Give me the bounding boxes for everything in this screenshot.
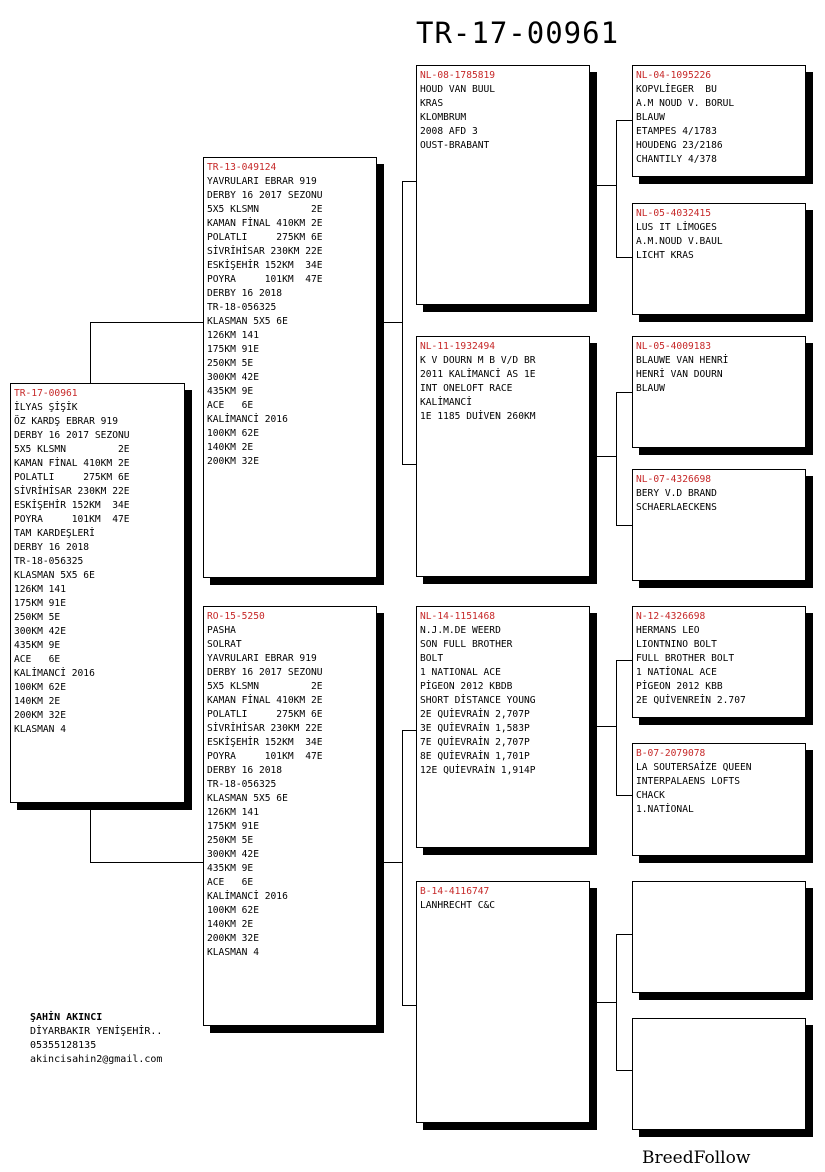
card-line: FULL BROTHER BOLT	[636, 653, 735, 664]
connector	[90, 810, 91, 863]
owner-name: ŞAHİN AKINCI	[30, 1012, 103, 1023]
sire-card[interactable]	[203, 157, 377, 578]
card-line: ACE 6E	[207, 400, 254, 411]
connector	[616, 392, 617, 525]
card-line: 5X5 KLSMN 2E	[207, 681, 323, 692]
ring-number: NL-11-1932494	[420, 341, 496, 352]
ring-number: NL-04-1095226	[636, 70, 712, 81]
card-line: KLASMAN 4	[207, 947, 259, 958]
card-line: 8E QUİEVRAİN 1,701P	[420, 751, 530, 762]
card-line: 126KM 141	[14, 584, 66, 595]
card-line: KALİMANCİ 2016	[207, 891, 288, 902]
connector	[616, 1070, 632, 1071]
card-line: SHORT DİSTANCE YOUNG	[420, 695, 536, 706]
card-line: POLATLI 275KM 6E	[14, 472, 130, 483]
card-line: BERY V.D BRAND	[636, 488, 717, 499]
card-line: İLYAS ŞİŞİK	[14, 402, 78, 413]
sire-sire-card[interactable]	[416, 65, 590, 305]
great-grandparent-card[interactable]	[632, 336, 806, 448]
card-line: ETAMPES 4/1783	[636, 126, 717, 137]
card-line: SİVRİHİSAR 230KM 22E	[207, 246, 323, 257]
card-line: DERBY 16 2017 SEZONU	[14, 430, 130, 441]
card-line: 2008 AFD 3	[420, 126, 478, 137]
connector	[402, 181, 416, 182]
connector	[402, 730, 416, 731]
great-grandparent-card[interactable]	[632, 743, 806, 856]
connector	[402, 181, 403, 464]
card-line: TR-18-056325	[14, 556, 84, 567]
owner-address: DİYARBAKIR YENİŞEHİR..	[30, 1026, 163, 1037]
ring-number: TR-13-049124	[207, 162, 277, 173]
card-line: 1.NATİONAL	[636, 804, 694, 815]
ring-number: NL-08-1785819	[420, 70, 496, 81]
card-line: ESKİŞEHİR 152KM 34E	[207, 737, 323, 748]
card-line: KRAS	[420, 98, 444, 109]
card-line: 300KM 42E	[207, 372, 259, 383]
card-line: SCHAERLAECKENS	[636, 502, 717, 513]
card-line: DERBY 16 2018	[207, 765, 283, 776]
card-line: 250KM 5E	[207, 835, 254, 846]
card-line: 7E QUİEVRAİN 2,707P	[420, 737, 530, 748]
card-line: LUS IT LİMOGES	[636, 222, 717, 233]
dam-dam-card[interactable]	[416, 881, 590, 1123]
card-line: KLASMAN 5X5 6E	[207, 316, 288, 327]
ring-number: TR-17-00961	[14, 388, 78, 399]
card-line: KALİMANCİ 2016	[14, 668, 95, 679]
connector	[590, 456, 616, 457]
card-line: KLASMAN 5X5 6E	[14, 570, 95, 581]
card-line: TAM KARDEŞLERİ	[14, 528, 95, 539]
card-line: INTERPALAENS LOFTS	[636, 776, 740, 787]
connector	[616, 934, 632, 935]
card-line: 300KM 42E	[14, 626, 66, 637]
card-line: LA SOUTERSAİZE QUEEN	[636, 762, 752, 773]
card-line: 200KM 32E	[207, 456, 259, 467]
card-line: BLAUW	[636, 112, 665, 123]
card-line: POLATLI 275KM 6E	[207, 709, 323, 720]
connector	[90, 322, 91, 383]
card-line: N.J.M.DE WEERD	[420, 625, 501, 636]
card-line: KALİMANCİ	[420, 397, 472, 408]
great-grandparent-card[interactable]	[632, 469, 806, 581]
card-line: PİGEON 2012 KBB	[636, 681, 723, 692]
card-line: DERBY 16 2018	[207, 288, 283, 299]
card-line: 435KM 9E	[14, 640, 61, 651]
card-line: 175KM 91E	[207, 344, 259, 355]
card-line: 175KM 91E	[207, 821, 259, 832]
brand-logo: BreedFollow	[642, 1148, 751, 1168]
card-line: YAVRULARI EBRAR 919	[207, 653, 317, 664]
card-line: POLATLI 275KM 6E	[207, 232, 323, 243]
card-line: DERBY 16 2018	[14, 542, 90, 553]
card-line: KAMAN FİNAL 410KM 2E	[14, 458, 130, 469]
card-line: SOLRAT	[207, 639, 242, 650]
card-line: ESKİŞEHİR 152KM 34E	[207, 260, 323, 271]
connector	[402, 464, 416, 465]
card-line: DERBY 16 2017 SEZONU	[207, 667, 323, 678]
card-line: 100KM 62E	[14, 682, 66, 693]
card-line: SİVRİHİSAR 230KM 22E	[14, 486, 130, 497]
ring-number: RO-15-5250	[207, 611, 265, 622]
card-line: HOUD VAN BUUL	[420, 84, 496, 95]
card-line: 5X5 KLSMN 2E	[14, 444, 130, 455]
card-line: 435KM 9E	[207, 386, 254, 397]
card-line: 5X5 KLSMN 2E	[207, 204, 323, 215]
card-line: KLOMBRUM	[420, 112, 467, 123]
card-line: 3E QUİEVRAİN 1,583P	[420, 723, 530, 734]
owner-email[interactable]: akincisahin2@gmail.com	[30, 1054, 163, 1065]
card-line: 2E QUİEVRAİN 2,707P	[420, 709, 530, 720]
card-line: 126KM 141	[207, 330, 259, 341]
connector	[590, 1002, 616, 1003]
card-line: 250KM 5E	[207, 358, 254, 369]
card-line: SON FULL BROTHER	[420, 639, 513, 650]
connector	[402, 1005, 416, 1006]
card-line: KLASMAN 5X5 6E	[207, 793, 288, 804]
card-line: 2E QUİVENREİN 2.707	[636, 695, 746, 706]
card-line: POYRA 101KM 47E	[207, 274, 323, 285]
card-line: 100KM 62E	[207, 905, 259, 916]
great-grandparent-card[interactable]	[632, 1018, 806, 1130]
dam-card[interactable]	[203, 606, 377, 1026]
card-line: 1 NATIONAL ACE	[420, 667, 501, 678]
connector	[90, 322, 203, 323]
card-line: 100KM 62E	[207, 428, 259, 439]
card-line: ACE 6E	[207, 877, 254, 888]
great-grandparent-card[interactable]	[632, 881, 806, 993]
card-line: 126KM 141	[207, 807, 259, 818]
card-line: CHACK	[636, 790, 665, 801]
card-line: KALİMANCİ 2016	[207, 414, 288, 425]
dam-sire-card[interactable]	[416, 606, 590, 848]
card-line: ACE 6E	[14, 654, 61, 665]
connector	[616, 257, 632, 258]
card-line: BLAUW	[636, 383, 665, 394]
card-line: PASHA	[207, 625, 236, 636]
great-grandparent-card[interactable]	[632, 203, 806, 315]
card-line: 12E QUİEVRAİN 1,914P	[420, 765, 536, 776]
great-grandparent-card[interactable]	[632, 65, 806, 177]
card-line: 1E 1185 DUİVEN 260KM	[420, 411, 536, 422]
great-grandparent-card[interactable]	[632, 606, 806, 718]
card-line: TR-18-056325	[207, 779, 277, 790]
card-line: TR-18-056325	[207, 302, 277, 313]
card-line: 140KM 2E	[207, 442, 254, 453]
connector	[616, 525, 632, 526]
card-line: 250KM 5E	[14, 612, 61, 623]
card-line: 300KM 42E	[207, 849, 259, 860]
connector	[590, 726, 616, 727]
owner-info	[30, 1011, 162, 1067]
card-line: 140KM 2E	[207, 919, 254, 930]
card-line: 2011 KALİMANCİ AS 1E	[420, 369, 536, 380]
card-line: ÖZ KARDŞ EBRAR 919	[14, 416, 118, 427]
connector	[616, 120, 632, 121]
card-line: PİGEON 2012 KBDB	[420, 681, 513, 692]
connector	[616, 934, 617, 1070]
connector	[590, 185, 616, 186]
connector	[90, 862, 203, 863]
card-line: BLAUWE VAN HENRİ	[636, 355, 729, 366]
connector	[616, 120, 617, 257]
card-line: HERMANS LEO	[636, 625, 700, 636]
card-line: HENRİ VAN DOURN	[636, 369, 723, 380]
connector	[616, 660, 632, 661]
card-line: 1 NATİONAL ACE	[636, 667, 717, 678]
card-line: INT ONELOFT RACE	[420, 383, 513, 394]
card-line: 175KM 91E	[14, 598, 66, 609]
connector	[616, 660, 617, 795]
card-line: POYRA 101KM 47E	[207, 751, 323, 762]
card-line: LICHT KRAS	[636, 250, 694, 261]
card-line: SİVRİHİSAR 230KM 22E	[207, 723, 323, 734]
card-line: HOUDENG 23/2186	[636, 140, 723, 151]
card-line: LIONTNINO BOLT	[636, 639, 717, 650]
card-line: CHANTILY 4/378	[636, 154, 717, 165]
card-line: POYRA 101KM 47E	[14, 514, 130, 525]
sire-dam-card[interactable]	[416, 336, 590, 577]
ring-number: B-14-4116747	[420, 886, 490, 897]
ring-number: NL-14-1151468	[420, 611, 496, 622]
card-line: KAMAN FİNAL 410KM 2E	[207, 695, 323, 706]
owner-phone: 05355128135	[30, 1040, 97, 1051]
ring-number: NL-07-4326698	[636, 474, 712, 485]
card-line: KLASMAN 4	[14, 724, 66, 735]
ring-number: NL-05-4009183	[636, 341, 712, 352]
ring-number: NL-05-4032415	[636, 208, 712, 219]
connector	[376, 322, 402, 323]
card-line: LANHRECHT C&C	[420, 900, 496, 911]
card-line: A.M.NOUD V.BAUL	[636, 236, 723, 247]
card-line: A.M NOUD V. BORUL	[636, 98, 735, 109]
ring-number: B-07-2079078	[636, 748, 706, 759]
card-line: 140KM 2E	[14, 696, 61, 707]
connector	[402, 730, 403, 1005]
card-line: 200KM 32E	[14, 710, 66, 721]
card-line: OUST-BRABANT	[420, 140, 490, 151]
card-line: KOPVLİEGER BU	[636, 84, 717, 95]
ring-number: N-12-4326698	[636, 611, 706, 622]
card-line: 435KM 9E	[207, 863, 254, 874]
connector	[376, 862, 402, 863]
card-line: BOLT	[420, 653, 444, 664]
subject-card[interactable]	[10, 383, 185, 803]
card-line: KAMAN FİNAL 410KM 2E	[207, 218, 323, 229]
card-line: K V DOURN M B V/D BR	[420, 355, 536, 366]
page-title: TR-17-00961	[416, 16, 620, 50]
card-line: DERBY 16 2017 SEZONU	[207, 190, 323, 201]
card-line: ESKİŞEHİR 152KM 34E	[14, 500, 130, 511]
connector	[616, 392, 632, 393]
card-line: YAVRULARI EBRAR 919	[207, 176, 317, 187]
card-line: 200KM 32E	[207, 933, 259, 944]
connector	[616, 795, 632, 796]
